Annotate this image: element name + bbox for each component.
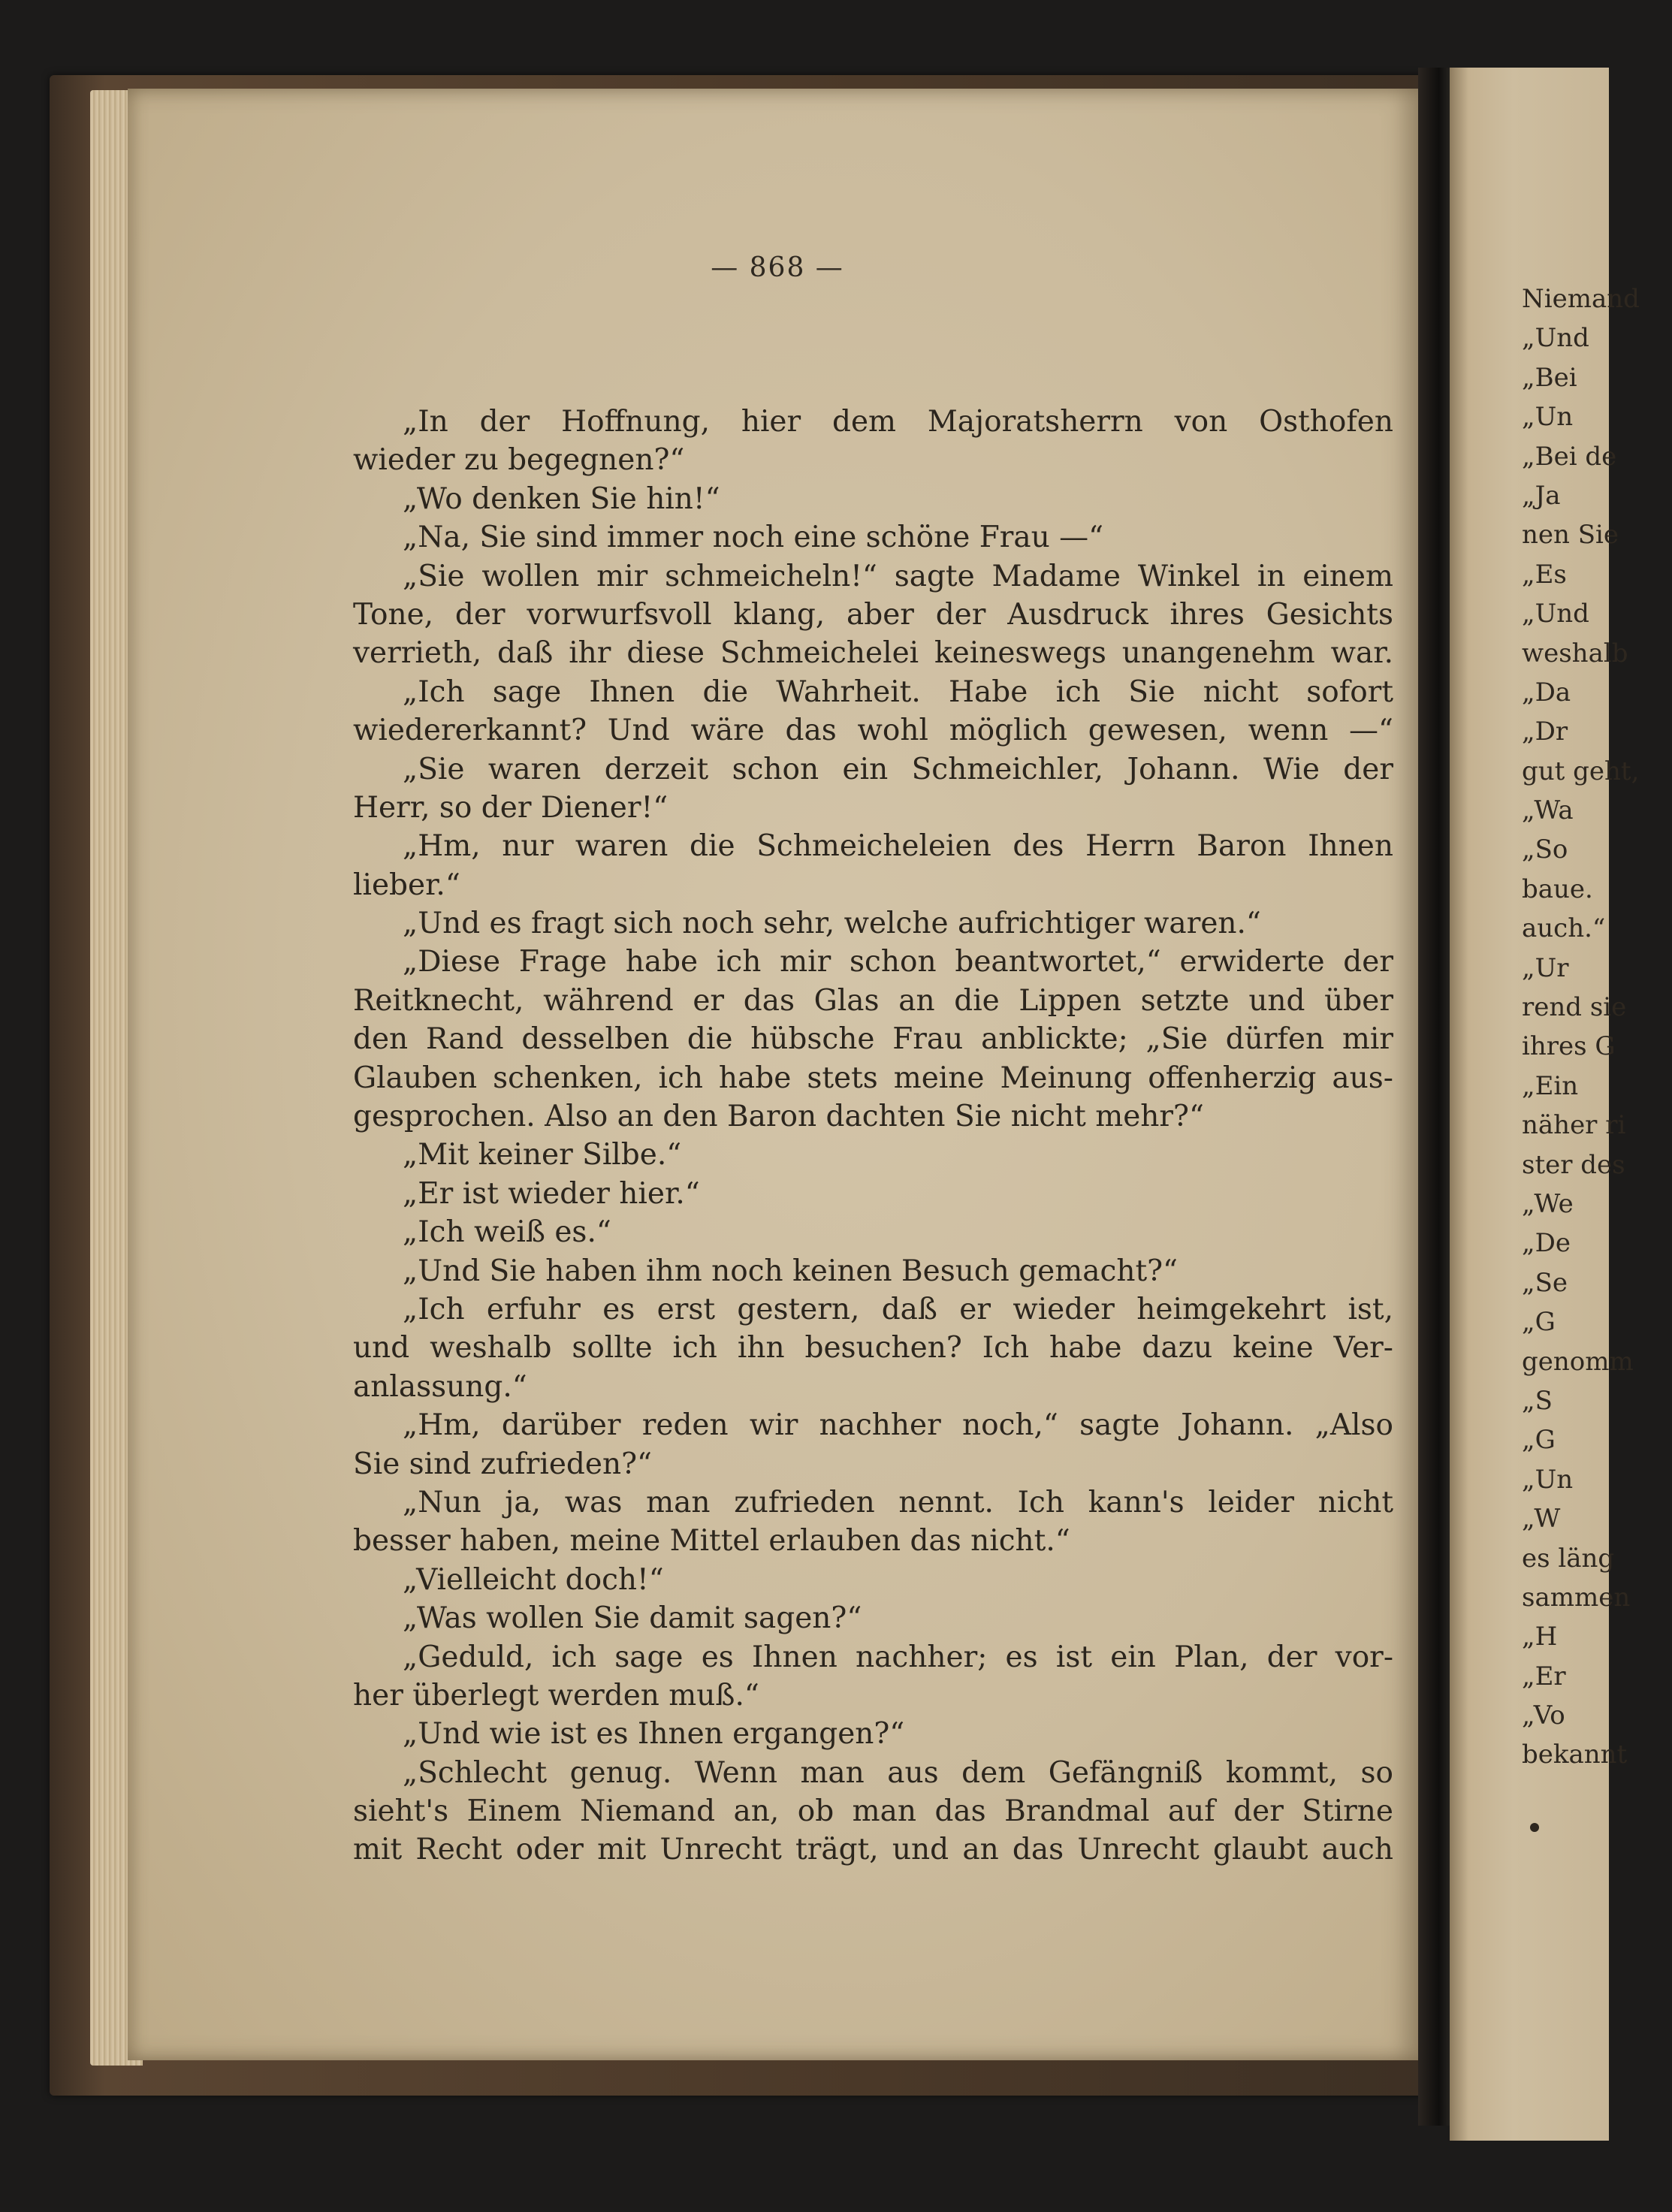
facing-text-fragment: „Dr — [1522, 717, 1568, 747]
text-line: besser haben, meine Mittel erlauben das nicht.“ — [353, 1524, 1070, 1559]
text-line: „Ich weiß es.“ — [403, 1215, 611, 1250]
text-line: Glauben schenken, ich habe stets meine Meinung offenherzig aus- — [353, 1061, 1393, 1095]
text-line: „Ich erfuhr es erst gestern, daß er wieder heimgekehrt ist, — [403, 1292, 1393, 1326]
facing-text-fragment: „W — [1522, 1504, 1561, 1535]
text-line: „Diese Frage habe ich mir schon beantwortet,“ erwiderte der — [403, 945, 1393, 979]
facing-text-fragment: „G — [1522, 1307, 1556, 1338]
facing-text-fragment: „We — [1522, 1188, 1574, 1219]
book-gutter — [1418, 68, 1453, 2126]
facing-text-fragment: „Un — [1522, 402, 1574, 433]
facing-text-fragment: „Se — [1522, 1267, 1568, 1298]
facing-text-fragment: rend sie — [1522, 992, 1627, 1023]
facing-text-fragment: „Ur — [1522, 952, 1569, 983]
facing-text-fragment: „So — [1522, 834, 1568, 865]
text-line: „Er ist wieder hier.“ — [403, 1176, 700, 1211]
facing-text-fragment: „Und — [1522, 599, 1589, 629]
facing-text-fragment: näher ri — [1522, 1110, 1626, 1141]
text-line: „Sie waren derzeit schon ein Schmeichler, Johann. Wie der — [403, 752, 1393, 786]
facing-text-fragment: baue. — [1522, 874, 1593, 904]
text-line: „Vielleicht doch!“ — [403, 1562, 664, 1597]
facing-text-fragment: „S — [1522, 1385, 1553, 1416]
facing-text-fragment: „H — [1522, 1622, 1558, 1652]
text-line: „Hm, nur waren die Schmeicheleien des Herrn Baron Ihnen — [403, 829, 1393, 864]
text-line: „Und Sie haben ihm noch keinen Besuch gemacht?“ — [403, 1254, 1178, 1288]
text-line: her überlegt werden muß.“ — [353, 1678, 759, 1713]
page-text-block — [353, 403, 1393, 1869]
facing-text-fragment: „G — [1522, 1425, 1556, 1456]
facing-text-fragment: „Und — [1522, 323, 1589, 354]
text-line: „Sie wollen mir schmeicheln!“ sagte Madame Winkel in einem — [403, 559, 1393, 593]
text-line: Herr, so der Diener!“ — [353, 790, 668, 825]
facing-text-fragment: genomm — [1522, 1346, 1634, 1377]
text-line: und weshalb sollte ich ihn besuchen? Ich habe dazu keine Ver- — [353, 1331, 1393, 1366]
facing-text-fragment: „Bei de — [1522, 441, 1617, 472]
facing-text-fragment: „Ein — [1522, 1070, 1579, 1101]
text-line: „In der Hoffnung, hier dem Majoratsherrn von Osthofen — [403, 405, 1393, 439]
text-line: sieht's Einem Niemand an, ob man das Brandmal auf der Stirne — [353, 1794, 1393, 1829]
text-line: gesprochen. Also an den Baron dachten Sie nicht mehr?“ — [353, 1100, 1204, 1134]
text-line: „Was wollen Sie damit sagen?“ — [403, 1601, 862, 1636]
facing-text-fragment: „Es — [1522, 559, 1567, 590]
facing-text-fragment: „Wa — [1522, 795, 1574, 826]
text-line: „Wo denken Sie hin!“ — [403, 481, 720, 516]
text-line: verrieth, daß ihr diese Schmeichelei keineswegs unangenehm war. — [353, 636, 1393, 671]
text-line: wiedererkannt? Und wäre das wohl möglich gewesen, wenn —“ — [353, 714, 1393, 748]
facing-text-fragment: ster des — [1522, 1149, 1625, 1180]
text-line: anlassung.“ — [353, 1369, 527, 1404]
text-line: „Hm, darüber reden wir nachher noch,“ sagte Johann. „Also — [403, 1408, 1393, 1443]
facing-text-fragment: ihres G — [1522, 1031, 1616, 1062]
text-line: „Mit keiner Silbe.“ — [403, 1138, 682, 1172]
ink-spot — [1530, 1823, 1539, 1832]
book-page — [128, 89, 1420, 2060]
facing-text-fragment: bekannt — [1522, 1740, 1628, 1770]
facing-text-fragment: sammen — [1522, 1582, 1631, 1613]
text-line: „Geduld, ich sage es Ihnen nachher; es ist ein Plan, der vor- — [403, 1640, 1393, 1674]
facing-text-fragment: Niemand — [1522, 284, 1640, 314]
facing-page-text — [1522, 279, 1672, 1775]
text-line: Tone, der vorwurfsvoll klang, aber der Ausdruck ihres Gesichts — [353, 597, 1393, 632]
facing-page — [1450, 68, 1640, 2141]
text-line: Reitknecht, während er das Glas an die Lippen setzte und über — [353, 983, 1393, 1018]
text-line: „Nun ja, was man zufrieden nennt. Ich kann's leider nicht — [403, 1485, 1393, 1519]
facing-text-fragment: „Ja — [1522, 480, 1561, 511]
text-line: „Und wie ist es Ihnen ergangen?“ — [403, 1717, 905, 1752]
page-number: — 868 — — [711, 252, 844, 283]
text-line: „Na, Sie sind immer noch eine schöne Frau —“ — [403, 521, 1104, 555]
facing-text-fragment: „Vo — [1522, 1700, 1565, 1731]
facing-text-fragment: gut geht, — [1522, 756, 1640, 786]
text-line: Sie sind zufrieden?“ — [353, 1447, 652, 1481]
text-line: den Rand desselben die hübsche Frau anblickte; „Sie dürfen mir — [353, 1022, 1393, 1057]
text-line: wieder zu begegnen?“ — [353, 443, 685, 478]
text-line: „Schlecht genug. Wenn man aus dem Gefängniß kommt, so — [403, 1755, 1393, 1790]
text-line: mit Recht oder mit Unrecht trägt, und an das Unrecht glaubt auch — [353, 1833, 1393, 1867]
facing-text-fragment: „Da — [1522, 677, 1571, 708]
text-line: lieber.“ — [353, 868, 460, 902]
facing-text-fragment: „De — [1522, 1228, 1571, 1259]
facing-text-fragment: weshalb — [1522, 638, 1628, 668]
facing-text-fragment: es läng — [1522, 1543, 1615, 1574]
text-line: „Ich sage Ihnen die Wahrheit. Habe ich Sie nicht sofort — [403, 674, 1393, 709]
facing-text-fragment: „Er — [1522, 1661, 1566, 1691]
facing-text-fragment: nen Sie — [1522, 520, 1619, 551]
facing-text-fragment: „Un — [1522, 1464, 1574, 1495]
facing-text-fragment: auch.“ — [1522, 913, 1606, 944]
text-line: „Und es fragt sich noch sehr, welche aufrichtiger waren.“ — [403, 907, 1261, 941]
facing-text-fragment: „Bei — [1522, 362, 1577, 393]
